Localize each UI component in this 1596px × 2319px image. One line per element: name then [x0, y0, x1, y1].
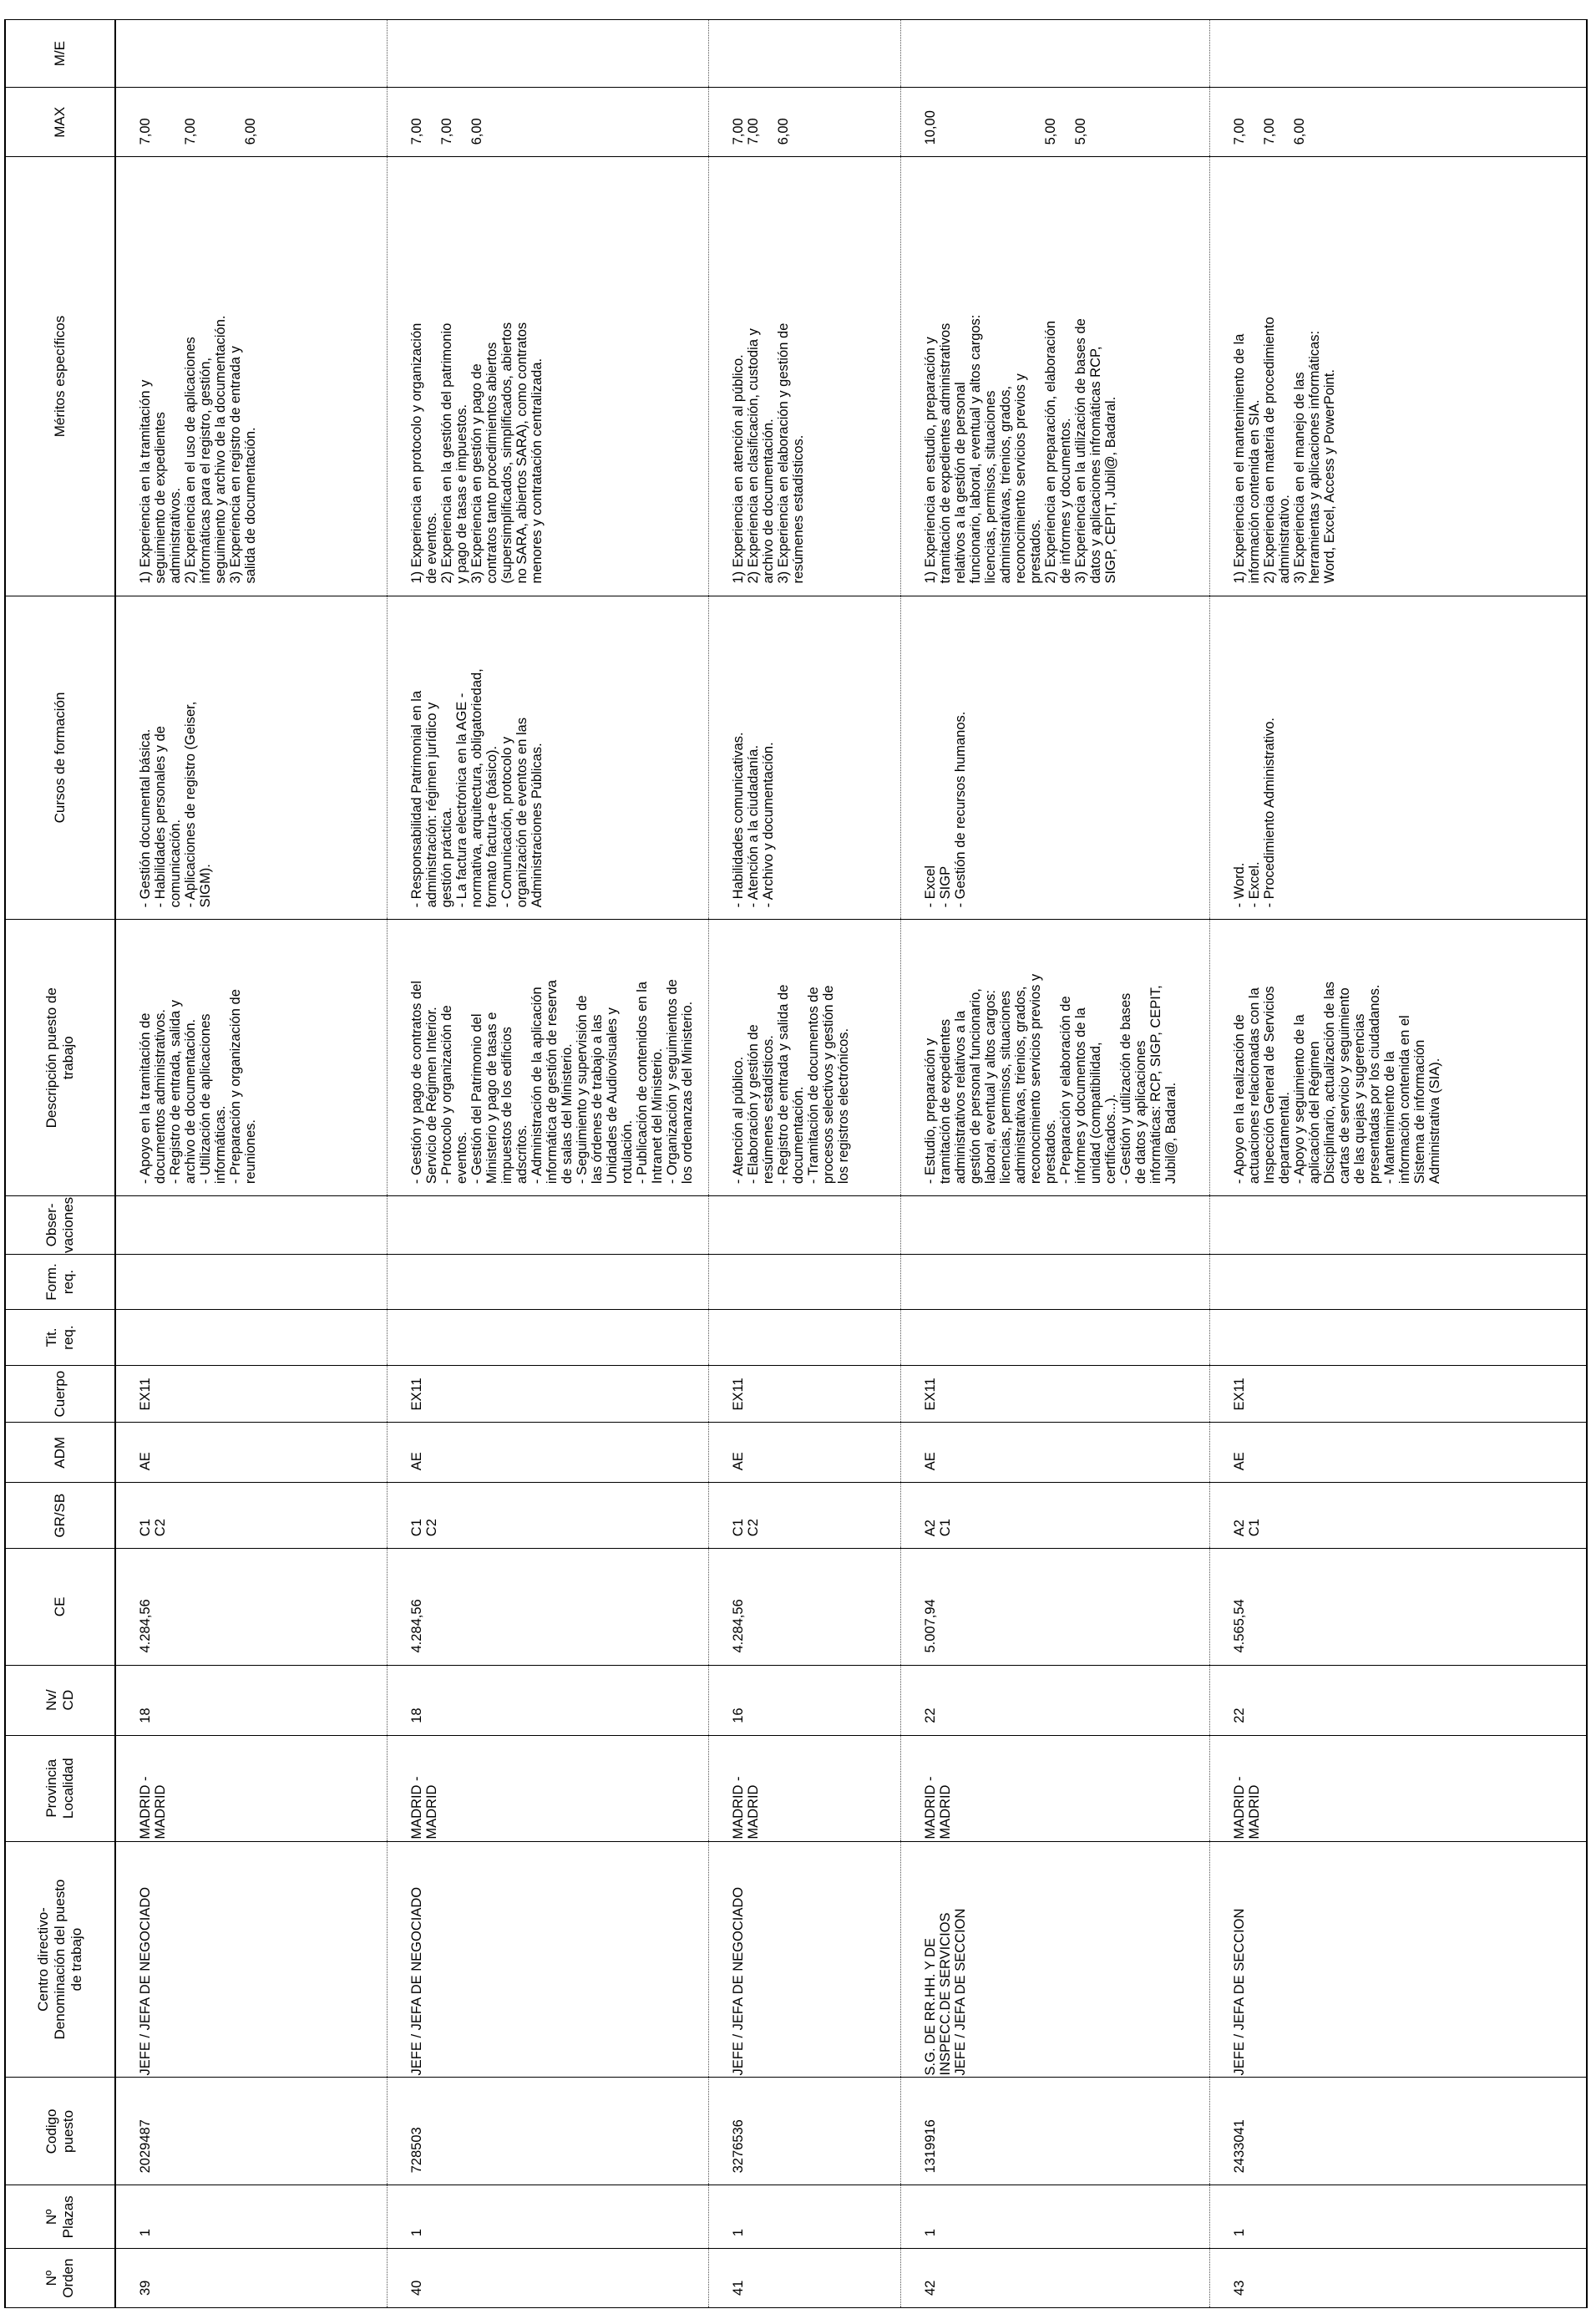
cell-grupo: C1 C2: [387, 1483, 708, 1549]
cell-observaciones: [387, 1196, 708, 1255]
cell-me: [708, 20, 900, 88]
cell-titulacion: [387, 1310, 708, 1366]
cell-ce: 4.565,54: [1209, 1549, 1587, 1665]
cell-me: [1209, 20, 1587, 88]
cell-me: [115, 20, 387, 88]
cell-cursos: - Habilidades comunicativas. - Atención a la ciudadanía. - Archivo y documentación.: [708, 596, 900, 920]
cell-cuerpo: EX11: [708, 1365, 900, 1423]
job-positions-table: [4, 19, 1588, 2308]
header-grupo: GR/SB: [5, 1483, 115, 1549]
header-centro: Centro directivo- Denominación del puesto de trabajo: [5, 1841, 115, 2078]
cell-nivel: 22: [900, 1665, 1209, 1735]
cell-nivel: 18: [115, 1665, 387, 1735]
table-row: [115, 20, 387, 2308]
cell-grupo: A2 C1: [900, 1483, 1209, 1549]
table-row: [900, 20, 1209, 2308]
cell-centro: JEFE / JEFA DE NEGOCIADO: [708, 1841, 900, 2078]
header-cursos: Cursos de formación: [5, 596, 115, 920]
header-meritos: Méritos específicos: [5, 157, 115, 596]
header-cuerpo: Cuerpo: [5, 1365, 115, 1423]
cell-meritos: 1) Experiencia en el mantenimiento de la información contenida en SIA. 2) Experiencia en materia de procedimiento administrativo. 3) Experiencia en el manejo de las herramientas y aplicaciones informáticas: Word, Excel, Access y PowerPoint.: [1209, 157, 1587, 596]
cell-max: 7,00 7,00 6,00: [115, 88, 387, 157]
cell-plazas: 1: [387, 2185, 708, 2249]
cell-descripcion: - Estudio, preparación y tramitación de expedientes administrativos relativos a la gestión de personal funcionario, laboral, eventual y altos cargos: licencias, permisos, situaciones administrativas, trienios, grados, reconocimiento servicios previos y prestados. - Preparación y elaboración de informes y documentos de la unidad (compatibilidad, certificados...). - Gestión y utilización de bases de datos y aplicaciones informáticas: RCP, SIGP, CEPIT, Jubil@, Badaral.: [900, 920, 1209, 1196]
cell-adm: AE: [900, 1423, 1209, 1483]
cell-codigo: 1319916: [900, 2078, 1209, 2185]
cell-me: [900, 20, 1209, 88]
cell-cuerpo: EX11: [115, 1365, 387, 1423]
cell-codigo: 728503: [387, 2078, 708, 2185]
cell-orden: 42: [900, 2249, 1209, 2308]
cell-cursos: - Gestión documental básica. - Habilidades personales y de comunicación. - Aplicaciones de registro (Geiser, SIGM).: [115, 596, 387, 920]
header-ce: CE: [5, 1549, 115, 1665]
cell-formacion-req: [115, 1254, 387, 1310]
cell-centro: S.G. DE RR.HH. Y DE INSPECC.DE SERVICIOS JEFE / JEFA DE SECCION: [900, 1841, 1209, 2078]
cell-cursos: - Responsabilidad Patrimonial en la administración: régimen jurídico y gestión práctica. - La factura electrónica en la AGE - normativa, arquitectura, obligatoriedad, formato factura-e (básico). - Comunicación, protocolo y organización de eventos en las Administraciones Públicas.: [387, 596, 708, 920]
header-plazas: Nº Plazas: [5, 2185, 115, 2249]
cell-formacion-req: [900, 1254, 1209, 1310]
cell-max: 7,00 7,00 6,00: [387, 88, 708, 157]
cell-descripcion: - Apoyo en la realización de actuaciones relacionadas con la Inspección General de Servicios departamental. - Apoyo y seguimiento de la aplicación del Régimen Disciplinario, actualización de las cartas de servicio y seguimiento de las quejas y sugerencias presentadas por los ciudadanos. - Mantenimiento de la información contenida en el Sistema de información Administrativa (SIA).: [1209, 920, 1587, 1196]
header-me: M/E: [5, 20, 115, 88]
header-adm: ADM: [5, 1423, 115, 1483]
cell-titulacion: [708, 1310, 900, 1366]
cell-descripcion: - Apoyo en la tramitación de documentos administrativos. - Registro de entrada, salida y archivo de documentación. - Utilización de aplicaciones informáticas. - Preparación y organización de reuniones.: [115, 920, 387, 1196]
cell-centro: JEFE / JEFA DE NEGOCIADO: [115, 1841, 387, 2078]
cell-formacion-req: [1209, 1254, 1587, 1310]
cell-provincia: MADRID - MADRID: [387, 1735, 708, 1841]
cell-meritos: 1) Experiencia en estudio, preparación y tramitación de expedientes administrativos relativos a la gestión de personal funcionario, laboral, eventual y altos cargos: licencias, permisos, situaciones administrativas, trienios, grados, reconocimiento servicios previos y prestados. 2) Experiencia en preparación, elaboración de informes y documentos. 3) Experiencia en la utilización de bases de datos y aplicaciones infromáticas RCP, SIGP, CEPIT, Jubil@, Badaral.: [900, 157, 1209, 596]
cell-plazas: 1: [708, 2185, 900, 2249]
cell-cuerpo: EX11: [1209, 1365, 1587, 1423]
header-row: [5, 20, 115, 2308]
cell-cuerpo: EX11: [900, 1365, 1209, 1423]
cell-titulacion: [1209, 1310, 1587, 1366]
cell-nivel: 16: [708, 1665, 900, 1735]
cell-adm: AE: [708, 1423, 900, 1483]
cell-meritos: 1) Experiencia en protocolo y organización de eventos. 2) Experiencia en la gestión del patrimonio y pago de tasas e impuestos. 3) Experiencia en gestión y pago de contratos tanto procedimientos abiertos (supersimplificados, simplificados, abiertos no SARA, abiertos SARA), como contratos menores y contratación centralizada.: [387, 157, 708, 596]
cell-codigo: 3276536: [708, 2078, 900, 2185]
cell-plazas: 1: [900, 2185, 1209, 2249]
cell-ce: 4.284,56: [708, 1549, 900, 1665]
cell-orden: 39: [115, 2249, 387, 2308]
header-descripcion: Descripción puesto de trabajo: [5, 920, 115, 1196]
cell-provincia: MADRID - MADRID: [115, 1735, 387, 1841]
cell-nivel: 18: [387, 1665, 708, 1735]
cell-provincia: MADRID - MADRID: [708, 1735, 900, 1841]
cell-descripcion: - Atención al público. - Elaboración y gestión de resúmenes estadísticos. - Registro de entrada y salida de documentación. - Tramitación de documentos de procesos selectivos y gestión de los registros electrónicos.: [708, 920, 900, 1196]
cell-meritos: 1) Experiencia en la tramitación y seguimiento de expedientes administrativos. 2) Experiencia en el uso de aplicaciones informáticas para el registro, gestión, seguimiento y archivo de la documentación. 3) Experiencia en registro de entrada y salida de documentación.: [115, 157, 387, 596]
document: [4, 19, 1589, 2308]
cell-max: 7,00 7,00 6,00: [708, 88, 900, 157]
cell-codigo: 2029487: [115, 2078, 387, 2185]
cell-observaciones: [1209, 1196, 1587, 1255]
header-nivel: Nv/ CD: [5, 1665, 115, 1735]
table-row: [1209, 20, 1587, 2308]
cell-orden: 40: [387, 2249, 708, 2308]
header-provincia: Provincia Localidad: [5, 1735, 115, 1841]
table-row: [708, 20, 900, 2308]
cell-adm: AE: [115, 1423, 387, 1483]
cell-observaciones: [708, 1196, 900, 1255]
cell-plazas: 1: [115, 2185, 387, 2249]
cell-max: 7,00 7,00 6,00: [1209, 88, 1587, 157]
cell-titulacion: [900, 1310, 1209, 1366]
cell-meritos: 1) Experiencia en atención al público. 2) Experiencia en clasificación, custodia y archivo de documentación. 3) Experiencia en elaboración y gestión de resúmenes estadísticos.: [708, 157, 900, 596]
cell-ce: 4.284,56: [387, 1549, 708, 1665]
header-titulacion: Tit. req.: [5, 1310, 115, 1366]
header-observaciones: Obser- vaciones: [5, 1196, 115, 1255]
cell-provincia: MADRID - MADRID: [900, 1735, 1209, 1841]
cell-provincia: MADRID - MADRID: [1209, 1735, 1587, 1841]
cell-codigo: 2433041: [1209, 2078, 1587, 2185]
cell-orden: 43: [1209, 2249, 1587, 2308]
table-row: [387, 20, 708, 2308]
cell-ce: 4.284,56: [115, 1549, 387, 1665]
cell-formacion-req: [387, 1254, 708, 1310]
cell-plazas: 1: [1209, 2185, 1587, 2249]
cell-adm: AE: [387, 1423, 708, 1483]
cell-max: 10,00 5,00 5,00: [900, 88, 1209, 157]
cell-grupo: C1 C2: [708, 1483, 900, 1549]
header-codigo: Codigo puesto: [5, 2078, 115, 2185]
cell-grupo: C1 C2: [115, 1483, 387, 1549]
cell-observaciones: [115, 1196, 387, 1255]
cell-descripcion: - Gestión y pago de contratos del Servicio de Régimen Interior. - Protocolo y organización de eventos. - Gestión del Patrimonio del Ministerio y pago de tasas e impuestos de los edificios adscritos. - Administración de la aplicación informática de gestión de reserva de salas del Ministerio. - Seguimiento y supervisión de las órdenes de trabajo a las Unidades de Audiovisuales y rotulación. - Publicación de contenidos en la Intranet del Ministerio. - Organización y seguimientos de los ordenanzas del Ministerio.: [387, 920, 708, 1196]
cell-centro: JEFE / JEFA DE SECCION: [1209, 1841, 1587, 2078]
cell-me: [387, 20, 708, 88]
cell-formacion-req: [708, 1254, 900, 1310]
cell-cursos: - Word. - Excel. - Procedimiento Administrativo.: [1209, 596, 1587, 920]
header-max: MAX: [5, 88, 115, 157]
cell-ce: 5.007,94: [900, 1549, 1209, 1665]
header-orden: Nº Orden: [5, 2249, 115, 2308]
cell-cuerpo: EX11: [387, 1365, 708, 1423]
cell-nivel: 22: [1209, 1665, 1587, 1735]
header-formacion-req: Form. req.: [5, 1254, 115, 1310]
cell-cursos: - Excel - SIGP - Gestión de recursos humanos.: [900, 596, 1209, 920]
cell-observaciones: [900, 1196, 1209, 1255]
cell-titulacion: [115, 1310, 387, 1366]
cell-centro: JEFE / JEFA DE NEGOCIADO: [387, 1841, 708, 2078]
cell-grupo: A2 C1: [1209, 1483, 1587, 1549]
cell-orden: 41: [708, 2249, 900, 2308]
cell-adm: AE: [1209, 1423, 1587, 1483]
